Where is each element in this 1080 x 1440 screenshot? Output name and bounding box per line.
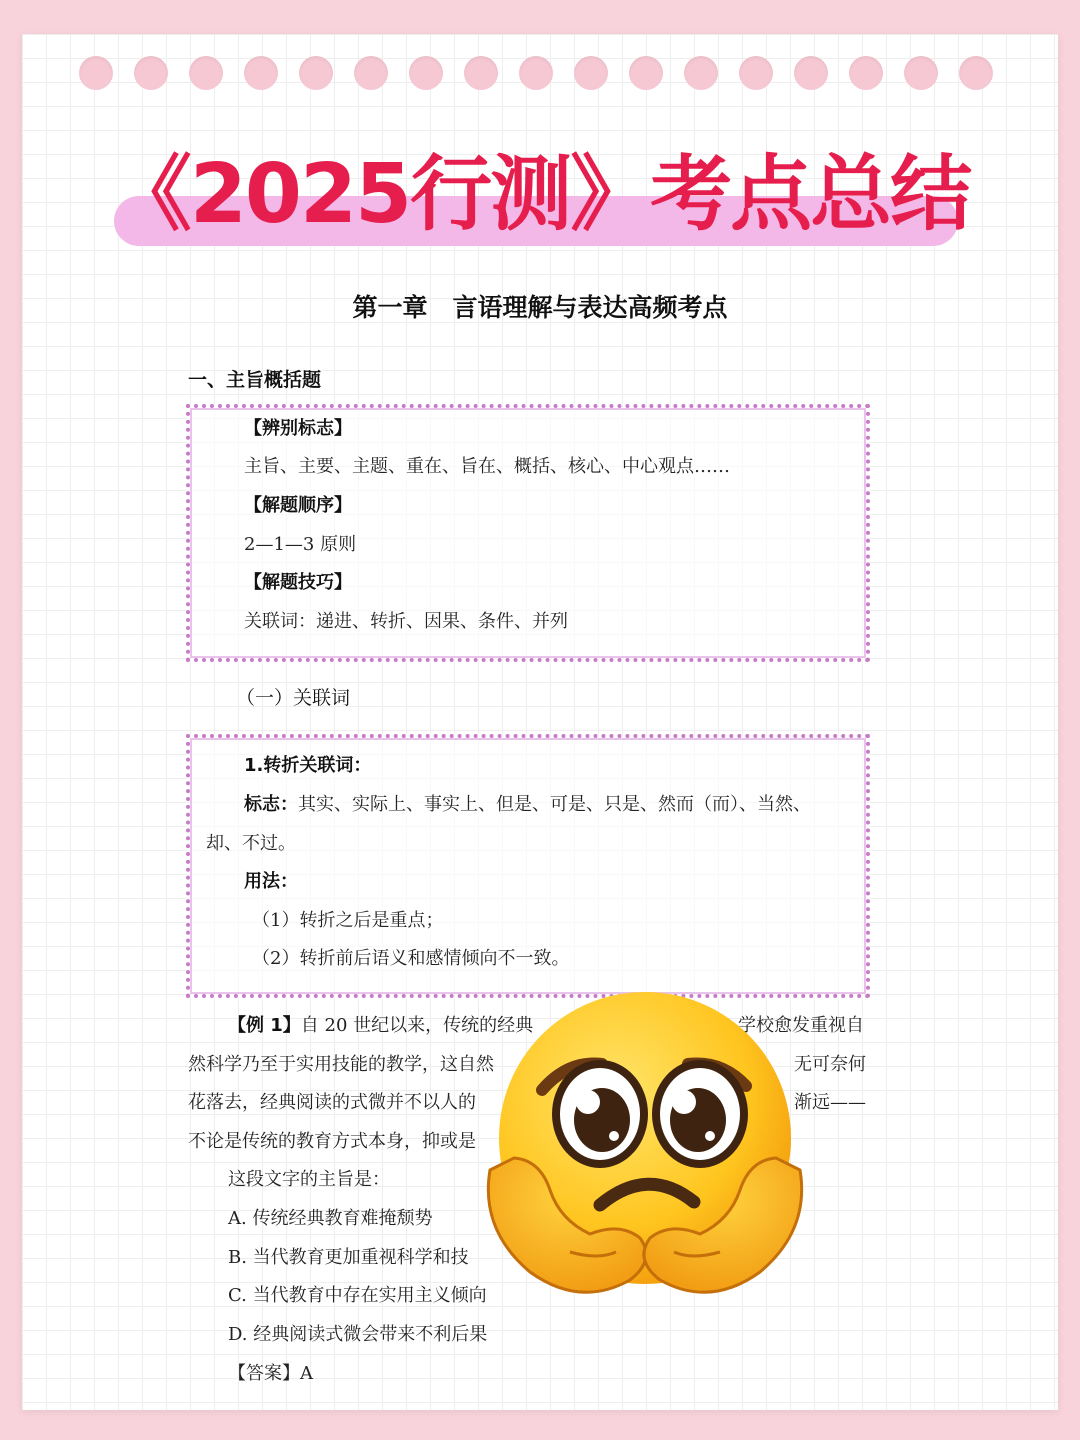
conjunction-title: 1.转折关联词： bbox=[244, 755, 372, 776]
option-c: C. 当代教育中存在实用主义倾向 bbox=[228, 1285, 487, 1306]
section-heading: 一、主旨概括题 bbox=[188, 369, 322, 391]
example-line-1b: 学校愈发重视自 bbox=[738, 1015, 864, 1036]
binding-holes bbox=[79, 56, 999, 92]
binding-hole bbox=[849, 56, 883, 90]
binding-hole bbox=[629, 56, 663, 90]
binding-hole bbox=[574, 56, 608, 90]
binding-hole bbox=[794, 56, 828, 90]
solving-tips-heading: 【解题技巧】 bbox=[244, 572, 352, 593]
binding-hole bbox=[299, 56, 333, 90]
binding-hole bbox=[959, 56, 993, 90]
answer-line: 【答案】A bbox=[228, 1363, 313, 1384]
binding-hole bbox=[244, 56, 278, 90]
example-label: 【例 1】 bbox=[228, 1015, 301, 1036]
binding-hole bbox=[409, 56, 443, 90]
solving-order-text: 2—1—3 原则 bbox=[244, 534, 357, 555]
usage-item-1: （1）转折之后是重点； bbox=[252, 910, 444, 931]
example-line-2b: 无可奈何 bbox=[794, 1054, 866, 1075]
chapter-heading: 第一章 言语理解与表达高频考点 bbox=[352, 293, 728, 322]
conjunction-markers-cont: 却、不过。 bbox=[206, 833, 296, 854]
example-line-3a: 花落去，经典阅读的式微并不以人的 bbox=[188, 1092, 476, 1113]
solving-tips-text: 关联词：递进、转折、因果、条件、并列 bbox=[244, 611, 568, 632]
binding-hole bbox=[739, 56, 773, 90]
binding-hole bbox=[684, 56, 718, 90]
binding-hole bbox=[464, 56, 498, 90]
binding-hole bbox=[189, 56, 223, 90]
usage-item-2: （2）转折前后语义和感情倾向不一致。 bbox=[252, 948, 570, 969]
binding-hole bbox=[354, 56, 388, 90]
subsection-heading: （一）关联词 bbox=[236, 687, 351, 709]
identify-markers-text: 主旨、主要、主题、重在、旨在、概括、核心、中心观点…… bbox=[244, 456, 730, 477]
markers-label: 标志： bbox=[244, 794, 298, 815]
option-a: A. 传统经典教育难掩颓势 bbox=[228, 1208, 433, 1229]
option-d: D. 经典阅读式微会带来不利后果 bbox=[228, 1324, 488, 1345]
example-line-2a: 然科学乃至于实用技能的教学，这自然 bbox=[188, 1054, 494, 1075]
binding-hole bbox=[79, 56, 113, 90]
markers-text: 其实、实际上、事实上、但是、可是、只是、然而（而）、当然、 bbox=[298, 794, 811, 815]
example-text: 自 20 世纪以来，传统的经典 bbox=[300, 1015, 534, 1036]
identify-markers-heading: 【辨别标志】 bbox=[244, 418, 352, 439]
binding-hole bbox=[904, 56, 938, 90]
page-title: 《2025行测》考点总结 bbox=[109, 147, 971, 242]
usage-label: 用法： bbox=[244, 871, 298, 892]
option-b: B. 当代教育更加重视科学和技 bbox=[228, 1247, 469, 1268]
example-line-4: 不论是传统的教育方式本身，抑或是 bbox=[188, 1131, 476, 1152]
binding-hole bbox=[134, 56, 168, 90]
pleading-face-emoji-icon bbox=[480, 990, 810, 1310]
solving-order-heading: 【解题顺序】 bbox=[244, 495, 352, 516]
binding-hole bbox=[519, 56, 553, 90]
example-line-3b: 渐远—— bbox=[794, 1092, 866, 1113]
question-stem: 这段文字的主旨是： bbox=[228, 1169, 390, 1190]
conjunction-markers bbox=[244, 790, 811, 820]
